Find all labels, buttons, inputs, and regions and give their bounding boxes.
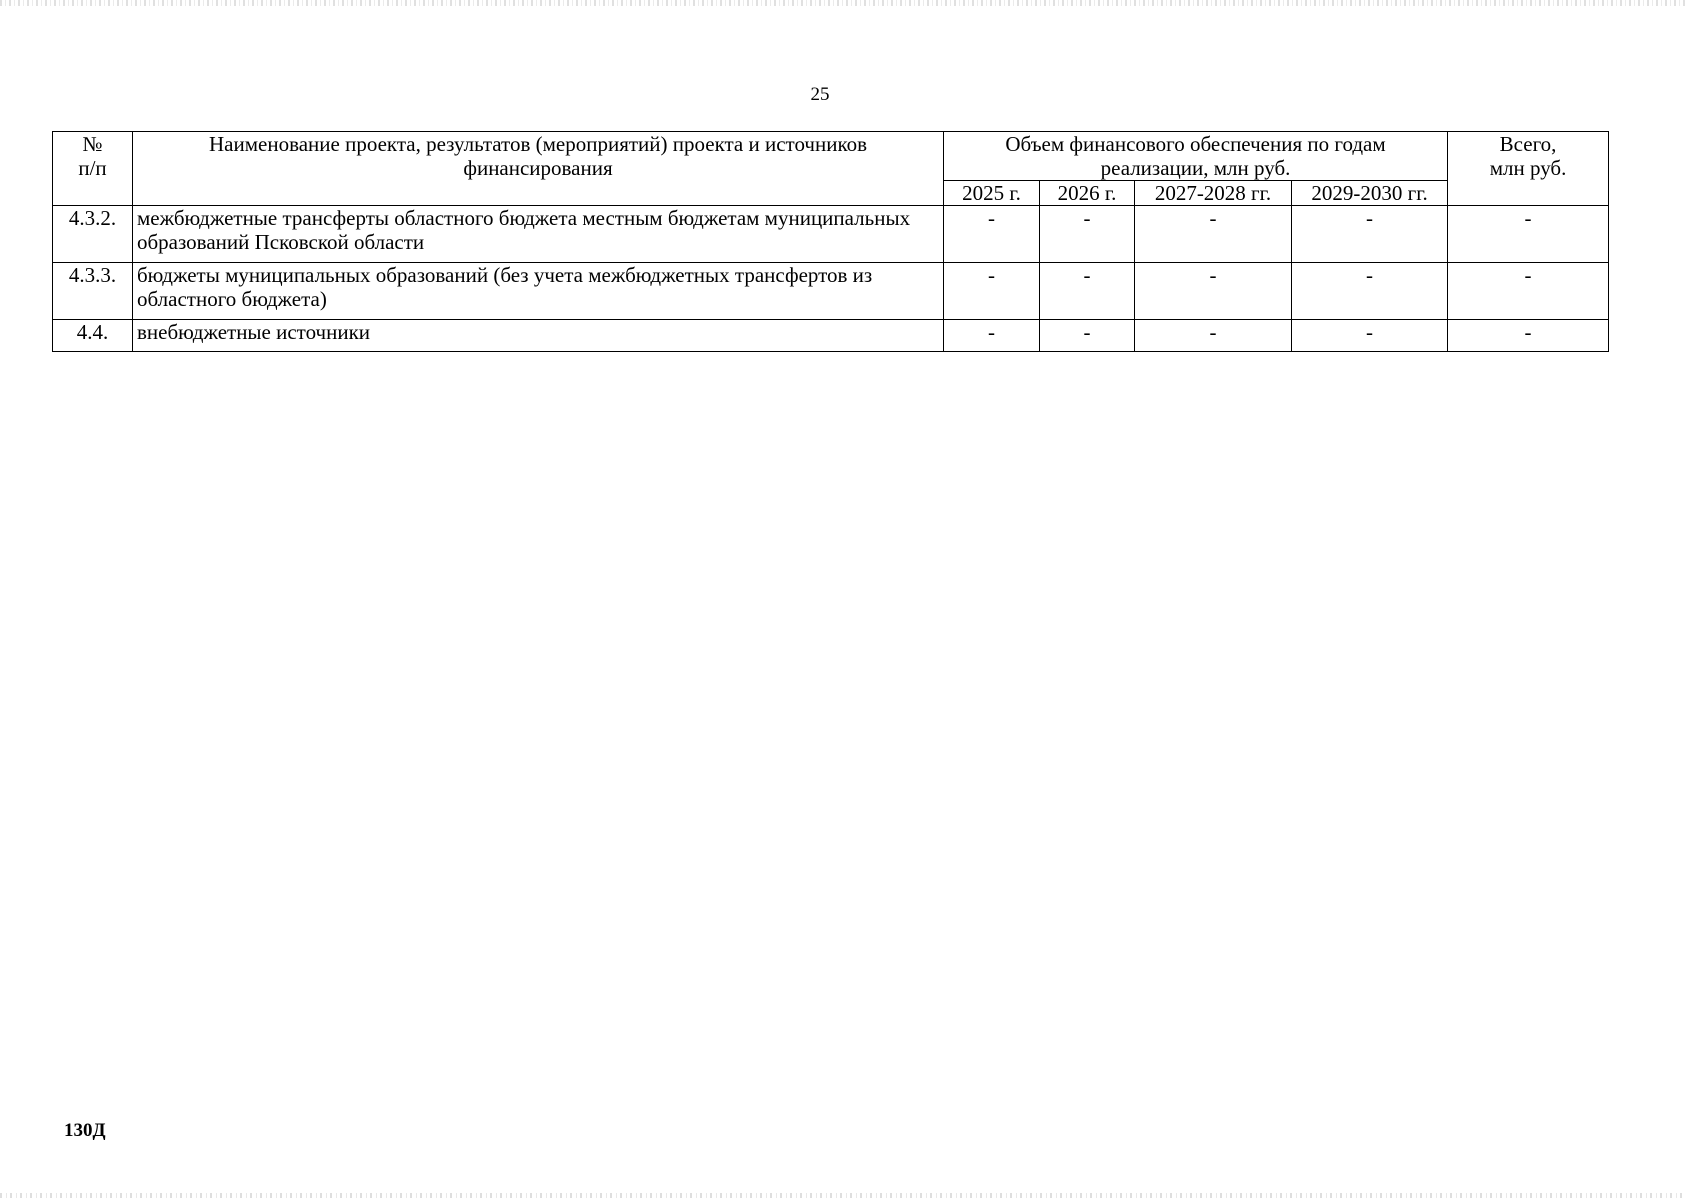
table-row: [53, 263, 1609, 320]
row-number: 4.3.2.: [53, 206, 133, 263]
row-total: -: [1448, 320, 1609, 352]
row-value-2025: -: [944, 320, 1040, 352]
header-name-label: Наименование проекта, результатов (мероприятий) проекта и источников финансирования: [209, 132, 867, 180]
header-total-label: Всего, млн руб.: [1489, 132, 1567, 180]
header-volume-label: Объем финансового обеспечения по годам реализации, млн руб.: [1005, 132, 1386, 180]
row-value-2026: -: [1040, 320, 1135, 352]
row-value-2027-2028: -: [1135, 263, 1292, 320]
row-number: 4.3.3.: [53, 263, 133, 320]
row-value-2025: -: [944, 263, 1040, 320]
document-code: 130Д: [64, 1120, 106, 1141]
row-value-2029-2030: -: [1292, 206, 1448, 263]
row-name: бюджеты муниципальных образований (без учета межбюджетных трансфертов из областного бюджета): [133, 263, 944, 320]
row-value-2029-2030: -: [1292, 263, 1448, 320]
row-name: межбюджетные трансферты областного бюджета местным бюджетам муниципальных образований Псковской области: [133, 206, 944, 263]
header-row: [53, 132, 1609, 181]
header-name: [133, 132, 944, 206]
row-total: -: [1448, 206, 1609, 263]
row-value-2027-2028: -: [1135, 206, 1292, 263]
row-value-2025: -: [944, 206, 1040, 263]
row-total: -: [1448, 263, 1609, 320]
header-num: [53, 132, 133, 206]
page-number: 25: [810, 84, 830, 105]
row-value-2027-2028: -: [1135, 320, 1292, 352]
row-name: внебюджетные источники: [133, 320, 944, 352]
table-row: [53, 320, 1609, 352]
header-year-2026: 2026 г.: [1040, 181, 1135, 206]
scan-edge-bottom: [0, 1193, 1686, 1198]
header-num-label: № п/п: [78, 132, 107, 180]
row-value-2026: -: [1040, 206, 1135, 263]
header-year-2029-2030: 2029-2030 гг.: [1292, 181, 1448, 206]
row-number: 4.4.: [53, 320, 133, 352]
header-year-2025: 2025 г.: [944, 181, 1040, 206]
header-volume: [944, 132, 1448, 181]
row-value-2026: -: [1040, 263, 1135, 320]
header-total: [1448, 132, 1609, 206]
row-value-2029-2030: -: [1292, 320, 1448, 352]
financing-table: [52, 131, 1609, 352]
scan-edge-top: [0, 0, 1686, 6]
header-year-2027-2028: 2027-2028 гг.: [1135, 181, 1292, 206]
table-row: [53, 206, 1609, 263]
